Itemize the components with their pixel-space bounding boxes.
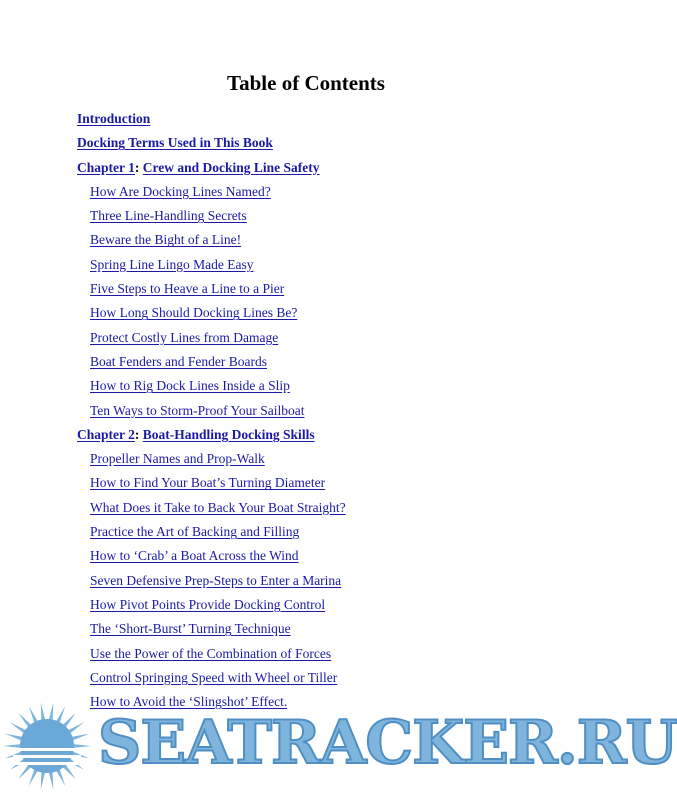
toc-entry-section — [77, 643, 577, 667]
toc-link-chapter-2-title[interactable]: Boat-Handling Docking Skills — [142, 426, 315, 442]
toc-link-section[interactable]: How to Avoid the ‘Slingshot’ Effect. — [90, 694, 288, 710]
toc-entry-section — [77, 351, 577, 375]
toc-entry-section — [77, 254, 577, 278]
toc-entry-section — [77, 205, 577, 229]
toc-link-section[interactable]: How to Find Your Boat’s Turning Diameter — [90, 475, 326, 491]
toc-entry-section — [77, 594, 577, 618]
toc-link-chapter-1-title[interactable]: Crew and Docking Line Safety — [142, 159, 320, 175]
toc-link-section[interactable]: Seven Defensive Prep-Steps to Enter a Marina — [90, 572, 342, 588]
toc-entry-section — [77, 302, 577, 326]
toc-entry-section — [77, 448, 577, 472]
toc-link-section[interactable]: How to ‘Crab’ a Boat Across the Wind — [90, 548, 299, 564]
toc-link-section[interactable]: How Long Should Docking Lines Be? — [90, 305, 298, 321]
toc-entry-section — [77, 521, 577, 545]
toc-entry-section — [77, 375, 577, 399]
toc-link-section[interactable]: Ten Ways to Storm-Proof Your Sailboat — [90, 402, 305, 418]
watermark-text: SEATRACKER.RU — [98, 708, 677, 778]
toc-link-section[interactable]: Five Steps to Heave a Line to a Pier — [90, 281, 285, 297]
toc-separator: : — [134, 426, 140, 442]
toc-link-section[interactable]: What Does it Take to Back Your Boat Straight? — [90, 499, 346, 515]
toc-link-chapter-2-number[interactable]: Chapter 2 — [77, 426, 135, 442]
toc-link-chapter-1-number[interactable]: Chapter 1 — [77, 159, 135, 175]
sun-burst-logo-icon — [3, 702, 91, 789]
toc-link-section[interactable]: How to Rig Dock Lines Inside a Slip — [90, 378, 290, 394]
toc-entry-chapter-2 — [77, 424, 577, 448]
toc-link-section[interactable]: Propeller Names and Prop-Walk — [90, 451, 265, 467]
toc-entry-section — [77, 570, 577, 594]
toc-link-section[interactable]: Boat Fenders and Fender Boards — [90, 353, 267, 369]
toc-entry-section — [77, 497, 577, 521]
toc-link-section[interactable]: Control Springing Speed with Wheel or Tiller — [90, 669, 338, 685]
toc-entry-chapter-1 — [77, 157, 577, 181]
toc-entry-section — [77, 667, 577, 691]
toc-link-introduction[interactable]: Introduction — [77, 111, 151, 126]
toc-entry-section — [77, 472, 577, 496]
toc-entry-section — [77, 400, 577, 424]
toc-link-section[interactable]: Protect Costly Lines from Damage — [90, 329, 279, 345]
toc-link-section[interactable]: Practice the Art of Backing and Filling — [90, 524, 300, 540]
toc-link-section[interactable]: How Pivot Points Provide Docking Control — [90, 596, 326, 612]
toc-separator: : — [134, 159, 140, 175]
toc-link-section[interactable]: How Are Docking Lines Named? — [90, 183, 271, 199]
toc-entry-section — [77, 181, 577, 205]
toc-entry-docking-terms — [77, 132, 577, 156]
table-of-contents — [77, 108, 577, 715]
toc-link-section[interactable]: Use the Power of the Combination of Forces — [90, 645, 332, 661]
toc-entry-introduction — [77, 108, 577, 132]
toc-link-docking-terms[interactable]: Docking Terms Used in This Book — [77, 135, 273, 151]
toc-entry-section — [77, 618, 577, 642]
toc-entry-section — [77, 545, 577, 569]
toc-entry-section — [77, 278, 577, 302]
toc-entry-section — [77, 327, 577, 351]
toc-link-section[interactable]: Spring Line Lingo Made Easy — [90, 256, 254, 272]
toc-link-section[interactable]: Three Line-Handling Secrets — [90, 208, 247, 224]
toc-entry-section — [77, 229, 577, 253]
toc-link-section[interactable]: Beware the Bight of a Line! — [90, 232, 242, 248]
toc-link-section[interactable]: The ‘Short-Burst’ Turning Technique — [90, 621, 291, 637]
page-title: Table of Contents — [227, 71, 385, 95]
